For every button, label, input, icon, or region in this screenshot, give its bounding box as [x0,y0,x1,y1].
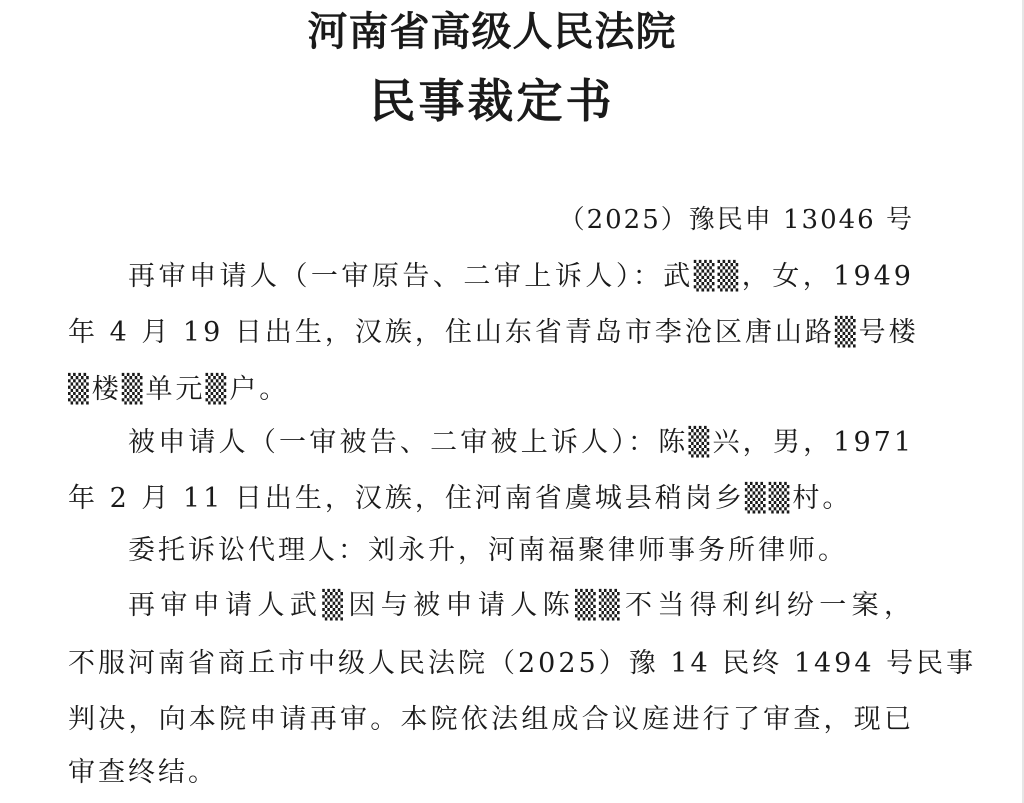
court-name: 河南省高级人民法院 [307,9,677,55]
body-line: 审查终结。 [68,757,218,788]
body-line: ▒楼▒单元▒户。 [68,374,290,405]
body-line: 判决，向本院申请再审。本院依法组成合议庭进行了审查，现已 [68,704,914,735]
body-line: 委托诉讼代理人：刘永升，河南福聚律师事务所律师。 [128,535,848,566]
body-line: 被申请人（一审被告、二审被上诉人）：陈▒兴，男，1971 [128,427,914,458]
document-title: 民事裁定书 [369,74,615,128]
body-line: 再审申请人（一审原告、二审上诉人）：武▒▒，女，1949 [128,261,914,292]
body-line: 不服河南省商丘市中级人民法院（2025）豫 14 民终 1494 号民事 [68,648,977,679]
case-number: （2025）豫民申 13046 号 [558,205,914,235]
body-line: 年 2 月 11 日出生，汉族，住河南省虞城县稍岗乡▒▒村。 [68,483,853,514]
body-line: 年 4 月 19 日出生，汉族，住山东省青岛市李沧区唐山路▒号楼 [68,317,919,348]
body-line: 再审申请人武▒因与被申请人陈▒▒不当得利纠纷一案， [128,590,914,621]
